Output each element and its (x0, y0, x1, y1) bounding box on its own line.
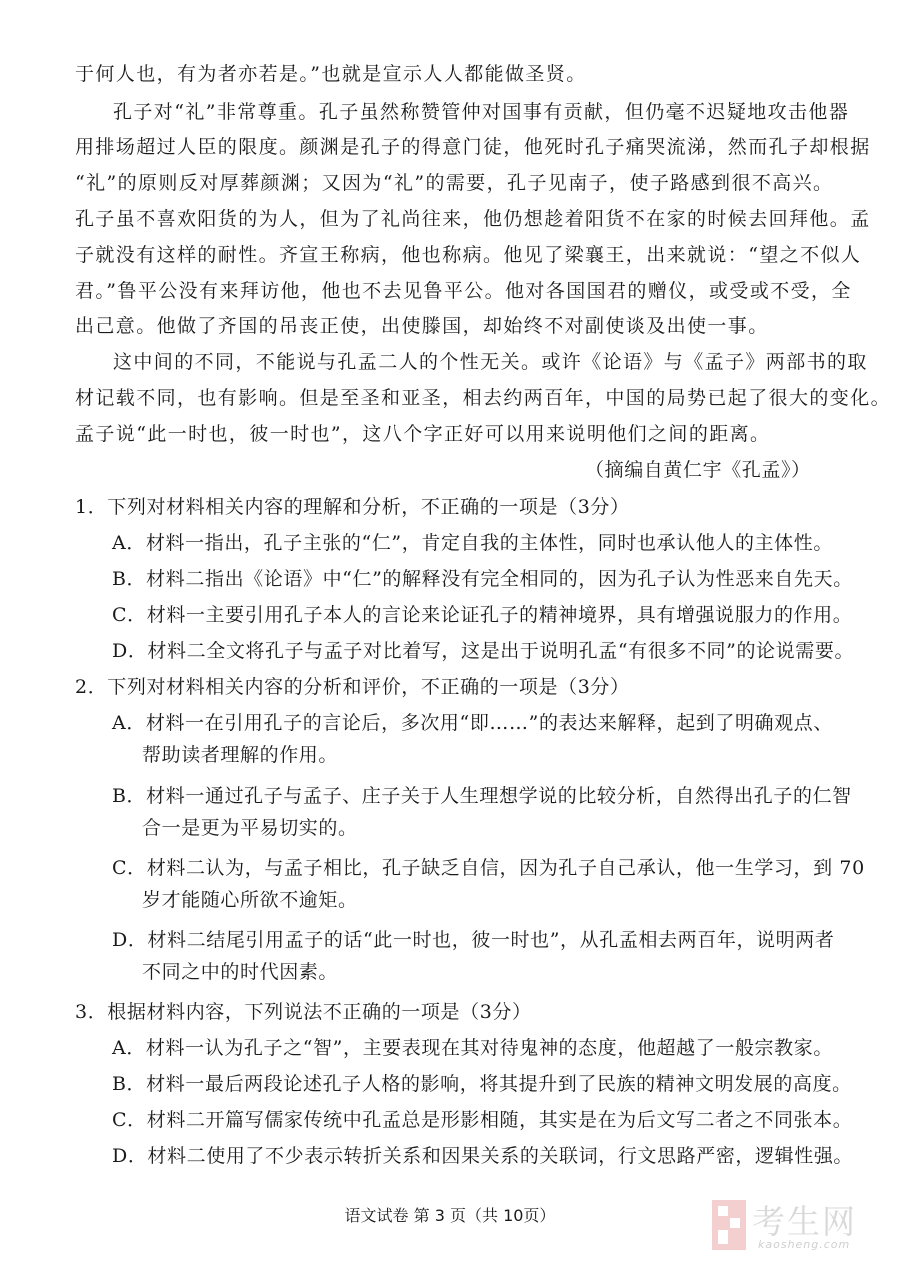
option-b-continued: 合一是更为平易切实的。 (142, 817, 358, 839)
option-d[interactable]: D．材料二使用了不少表示转折关系和因果关系的关联词，行文思路严密，逻辑性强。 (112, 1145, 854, 1167)
passage-line: 君。”鲁平公没有来拜访他，他也不去见鲁平公。他对各国国君的赠仪，或受或不受，全 (75, 280, 852, 302)
option-a[interactable]: A．材料一在引用孔子的言论后，多次用“即……”的表达来解释，起到了明确观点、 (112, 712, 833, 734)
passage-line: “礼”的原则反对厚葬颜渊；又因为“礼”的需要，孔子见南子，使子路感到很不高兴。 (75, 172, 834, 194)
passage-line: 于何人也，有为者亦若是。”也就是宣示人人都能做圣贤。 (75, 63, 587, 85)
passage-line: 孔子对“礼”非常尊重。孔子虽然称赞管仲对国事有贡献，但仍毫不迟疑地攻击他器 (113, 101, 850, 123)
option-b[interactable]: B．材料二指出《论语》中“仁”的解释没有完全相同的，因为孔子认为性恶来自先天。 (112, 568, 853, 590)
passage-source: （摘编自黄仁宇《孔孟》） (585, 459, 811, 481)
passage-line: 孔子虽不喜欢阳货的为人，但为了礼尚往来，他仍想趁着阳货不在家的时候去回拜他。孟 (75, 208, 871, 230)
option-d[interactable]: D．材料二结尾引用孟子的话“此一时也，彼一时也”，从孔孟相去两百年，说明两者 (112, 929, 835, 951)
watermark-url: kaosheng.com (758, 1238, 851, 1251)
option-c-continued: 岁才能随心所欲不逾矩。 (142, 889, 358, 911)
question-stem: 3．根据材料内容，下列说法不正确的一项是（3分） (75, 1001, 532, 1023)
option-d-continued: 不同之中的时代因素。 (142, 961, 339, 983)
question-stem: 1．下列对材料相关内容的理解和分析，不正确的一项是（3分） (75, 496, 630, 518)
option-b[interactable]: B．材料一通过孔子与孟子、庄子关于人生理想学说的比较分析，自然得出孔子的仁智 (112, 785, 852, 807)
option-a-continued: 帮助读者理解的作用。 (142, 744, 339, 766)
logo-cell (718, 1230, 728, 1244)
option-c[interactable]: C．材料一主要引用孔子本人的言论来论证孔子的精神境界，具有增强说服力的作用。 (112, 604, 853, 626)
passage-line: 用排场超过人臣的限度。颜渊是孔子的得意门徒，他死时孔子痛哭流涕，然而孔子却根据 (75, 136, 871, 158)
passage-line: 出己意。他做了齐国的吊丧正使，出使滕国，却始终不对副使谈及出使一事。 (75, 315, 769, 337)
page-footer: 语文试卷 第 3 页（共 10页） (344, 1206, 556, 1225)
logo-cell (730, 1218, 740, 1228)
option-a[interactable]: A．材料一认为孔子之“智”，主要表现在其对待鬼神的态度，他超越了一般宗教家。 (112, 1037, 833, 1059)
option-c[interactable]: C．材料二认为，与孟子相比，孔子缺乏自信，因为孔子自己承认，他一生学习，到 70 (112, 857, 865, 879)
logo-cell (718, 1206, 728, 1216)
passage-line: 子就没有这样的耐性。齐宣王称病，他也称病。他见了梁襄王，出来就说：“望之不似人 (75, 244, 862, 266)
passage-line: 孟子说“此一时也，彼一时也”，这八个字正好可以用来说明他们之间的距离。 (75, 423, 771, 445)
option-a[interactable]: A．材料一指出，孔子主张的“仁”，肯定自我的主体性，同时也承认他人的主体性。 (112, 532, 833, 554)
option-d[interactable]: D．材料二全文将孔子与孟子对比着写，这是出于说明孔孟“有很多不同”的论说需要。 (112, 640, 855, 662)
option-c[interactable]: C．材料二开篇写儒家传统中孔孟总是形影相随，其实是在为后文写二者之不同张本。 (112, 1109, 853, 1131)
question-stem: 2．下列对材料相关内容的分析和评价，不正确的一项是（3分） (75, 676, 630, 698)
passage-line: 材记载不同，也有影响。但是至圣和亚圣，相去约两百年，中国的局势已起了很大的变化。 (75, 387, 892, 409)
watermark-text: 考生网 (752, 1202, 857, 1241)
option-b[interactable]: B．材料一最后两段论述孔子人格的影响，将其提升到了民族的精神文明发展的高度。 (112, 1073, 852, 1095)
logo-square (712, 1200, 746, 1250)
passage-line: 这中间的不同，不能说与孔孟二人的个性无关。或许《论语》与《孟子》两部书的取 (113, 351, 868, 373)
